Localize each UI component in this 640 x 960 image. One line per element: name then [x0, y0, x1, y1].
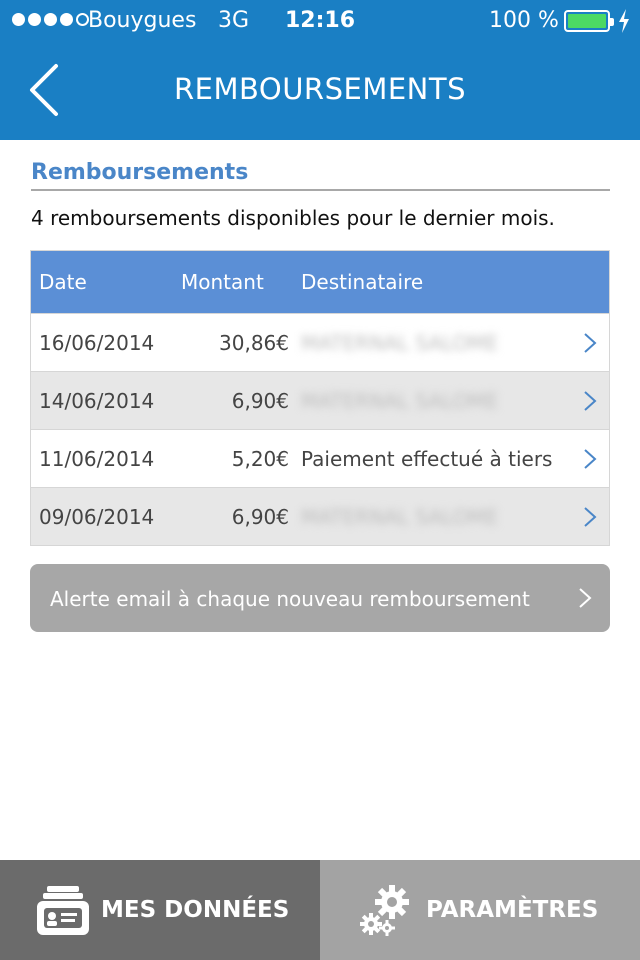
row-date: 14/06/2014	[39, 389, 155, 413]
tab-label: PARAMÈTRES	[426, 897, 599, 923]
row-amount: 6,90€	[231, 505, 289, 529]
tab-mes-donnees[interactable]	[0, 860, 320, 960]
section-title: Remboursements	[31, 160, 249, 185]
row-date: 09/06/2014	[39, 505, 155, 529]
battery-icon	[564, 10, 610, 32]
tab-label: MES DONNÉES	[101, 897, 290, 923]
status-bar	[0, 0, 640, 40]
chevron-right-icon	[583, 332, 597, 354]
column-header-date: Date	[39, 270, 87, 294]
id-card-box-icon	[35, 882, 91, 938]
row-amount: 5,20€	[231, 447, 289, 471]
page-title: REMBOURSEMENTS	[174, 72, 466, 106]
column-header-amount: Montant	[181, 270, 264, 294]
row-recipient: MATERNAL SALOME	[301, 331, 499, 355]
row-amount: 6,90€	[231, 389, 289, 413]
chevron-right-icon	[583, 390, 597, 412]
reimbursements-table	[30, 250, 610, 546]
table-row[interactable]	[31, 371, 609, 429]
tab-parametres[interactable]	[320, 860, 640, 960]
column-header-recipient: Destinataire	[301, 270, 424, 294]
table-header	[31, 251, 609, 313]
row-recipient: MATERNAL SALOME	[301, 505, 499, 529]
row-amount: 30,86€	[219, 331, 289, 355]
row-date: 11/06/2014	[39, 447, 155, 471]
row-date: 16/06/2014	[39, 331, 155, 355]
battery-percent: 100 %	[489, 8, 559, 33]
network-type: 3G	[218, 8, 250, 33]
row-recipient: MATERNAL SALOME	[301, 389, 499, 413]
charging-bolt-icon	[617, 9, 631, 33]
section-divider	[31, 189, 610, 191]
email-alert-button[interactable]	[30, 564, 610, 632]
table-row[interactable]	[31, 487, 609, 545]
chevron-right-icon	[583, 506, 597, 528]
section-subtitle: 4 remboursements disponibles pour le dernier mois.	[31, 206, 555, 230]
table-row[interactable]	[31, 429, 609, 487]
email-alert-label: Alerte email à chaque nouveau remboursement	[50, 587, 530, 611]
tab-bar	[0, 860, 640, 960]
table-row[interactable]	[31, 313, 609, 371]
app-header	[0, 0, 640, 140]
gears-icon	[358, 882, 414, 938]
chevron-right-icon	[578, 587, 592, 609]
status-time: 12:16	[284, 8, 356, 33]
row-recipient: Paiement effectué à tiers	[301, 447, 553, 471]
carrier-name: Bouygues	[88, 8, 197, 33]
chevron-right-icon	[583, 448, 597, 470]
